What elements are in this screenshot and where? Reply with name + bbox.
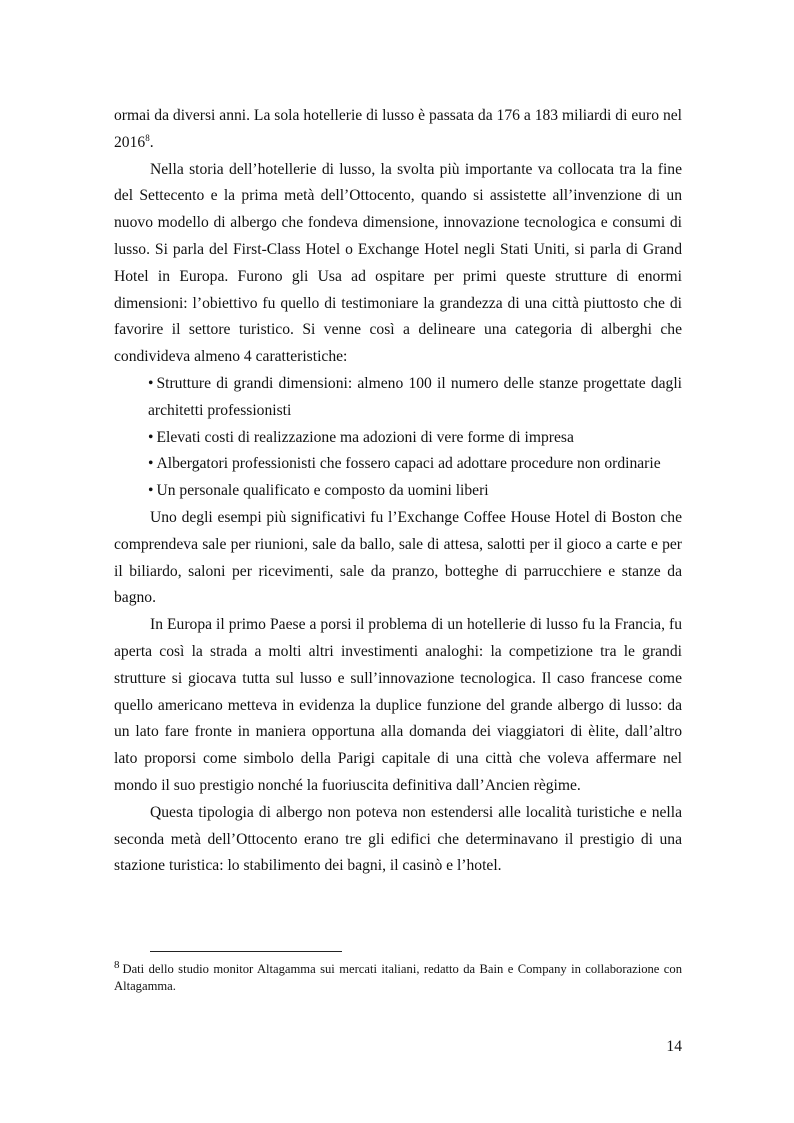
list-item xyxy=(114,371,682,425)
footnote-reference[interactable]: 8 xyxy=(145,132,150,143)
footnote-number: 8 xyxy=(114,958,120,971)
list-item xyxy=(114,425,682,452)
paragraph-tipologia: Questa tipologia di albergo non poteva non estendersi alle località turistiche e nella seconda metà dell’Ottocento erano tre gli edifici che determinavano il prestigio di una stazione turistica: lo stabilimento dei bagni, il casinò e l’hotel. xyxy=(114,803,682,875)
footnote-text: Dati dello studio monitor Altagamma sui mercati italiani, redatto da Bain e Company in collaborazione con Altagamma. xyxy=(114,962,682,993)
paragraph-europa: In Europa il primo Paese a porsi il problema di un hotellerie di lusso fu la Francia, fu aperta così la strada a molti altri investimenti analoghi: la competizione tra le grandi strutture si giocava tutta sul lusso e sull’innovazione tecnologica. Il caso francese come quello americano metteva in evidenza la duplice funzione del grande albergo di lusso: da un lato fare fronte in maniera opportuna alla domanda dei viaggiatori di èlite, dall’altro lato proporsi come simbolo della Parigi capitale di una città che voleva affermare nel mondo il suo prestigio nonché la fuoriuscita definitiva dall’Ancien règime. xyxy=(114,616,682,794)
footnote-separator xyxy=(150,951,342,952)
list-item-text: Strutture di grandi dimensioni: almeno 100 il numero delle stanze progettate dagli architetti professionisti xyxy=(148,374,682,419)
paragraph-text: ormai da diversi anni. La sola hotellerie di lusso è passata da 176 a 183 miliardi di euro nel 2016 xyxy=(114,107,682,151)
list-item-text: Albergatori professionisti che fossero capaci ad adottare procedure non ordinarie xyxy=(156,455,661,473)
paragraph-storia: Nella storia dell’hotellerie di lusso, la svolta più importante va collocata tra la fine del Settecento e la prima metà dell’Ottocento, quando si assistette all’invenzione di un nuovo modello di albergo che fondeva dimensione, innovazione tecnologica e consumi di lusso. Si parla del First-Class Hotel o Exchange Hotel negli Stati Uniti, si parla di Grand Hotel in Europa. Furono gli Usa ad ospitare per primi queste strutture di enormi dimensioni: l’obiettivo fu quello di testimoniare la grandezza di una città piuttosto che di favorire il settore turistico. Si venne così a delineare una categoria di alberghi che condivideva almeno 4 caratteristiche: xyxy=(114,160,682,366)
list-item xyxy=(114,451,682,478)
paragraph-exchange-hotel: Uno degli esempi più significativi fu l’Exchange Coffee House Hotel di Boston che comprendeva sale per riunioni, sale da ballo, sale di attesa, salotti per il gioco a carte e per il biliardo, saloni per ricevimenti, sale da pranzo, botteghe di parrucchiere e stanze da bagno. xyxy=(114,508,682,607)
bullet-icon: • xyxy=(148,482,154,500)
list-item xyxy=(114,478,682,505)
bullet-icon: • xyxy=(148,374,154,392)
page-number: 14 xyxy=(666,1038,682,1055)
footnote xyxy=(114,958,682,995)
list-item-text: Un personale qualificato e composto da uomini liberi xyxy=(156,482,489,500)
body-text xyxy=(114,103,682,880)
bullet-icon: • xyxy=(148,428,154,446)
paragraph-continuation xyxy=(114,103,682,157)
paragraph-tail: . xyxy=(149,133,154,151)
list-item-text: Elevati costi di realizzazione ma adozioni di vere forme di impresa xyxy=(156,428,574,446)
bullet-icon: • xyxy=(148,455,154,473)
